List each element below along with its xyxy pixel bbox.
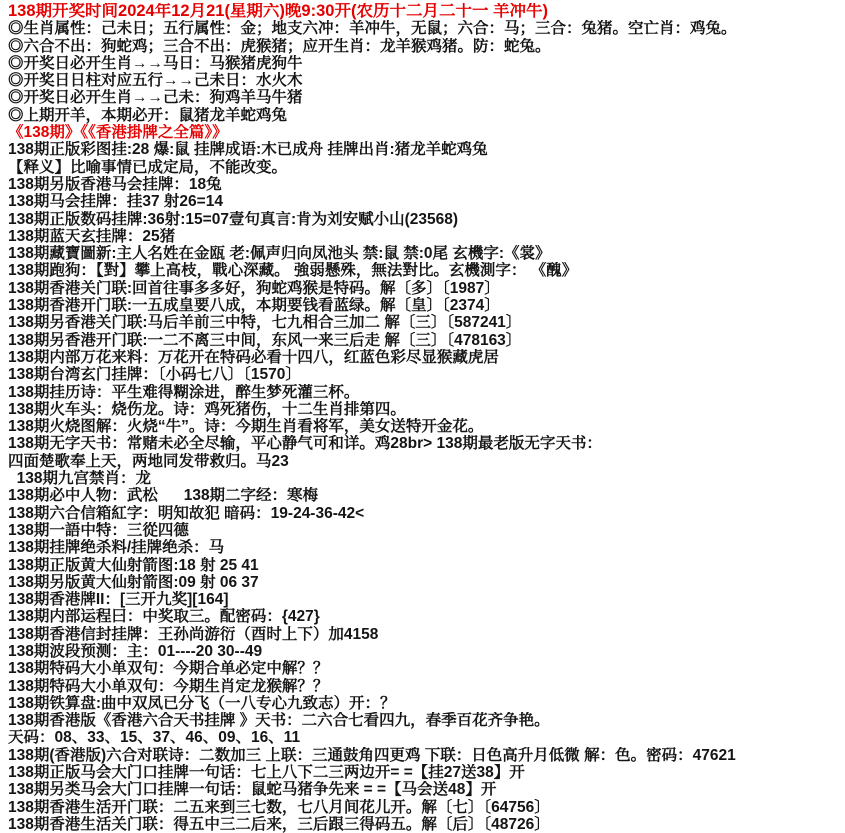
tip-line: 138期另香港关门联:马后羊前三中特，七九相合三加二 解〔三〕〔587241〕 (8, 314, 522, 332)
tip-line: 138期九宫禁肖：龙 (8, 470, 151, 488)
tip-line: 138期香港信封挂牌：王孙尚游衍（酉时上下）加4158 (8, 625, 379, 643)
tip-line: 138期香港生活关门联：得五中三二后来，三后跟三得码五。解〔后〕〔48726〕 (8, 815, 550, 833)
tip-line: 138期(香港版)六合对联诗：二数加三 上联：三通鼓角四更鸡 下联：日色高升月低微 解：色。密码：47621 (8, 746, 736, 764)
tip-line: 138期无字天书：常赌未必全尽输，平心静气可和详。鸡28br> 138期最老版无字天书： (8, 435, 602, 453)
tip-line: 138期跑狗：【對】攀上高枝，戰心深藏。 強弱懸殊，無法對比。玄機測字： 《醜》 (8, 262, 578, 280)
tip-line: 138期蓝天玄挂牌：25猪 (8, 227, 176, 245)
tip-line: 138期内部万花来料：万花开在特码必看十四八，红蓝色彩尽显猴藏虎居 (8, 348, 499, 366)
tip-line: 138期火烧图解：火烧“牛”。诗：今期生肖看将军，美女送特开金花。 (8, 418, 484, 436)
tip-line: 四面楚歌奉上天，两地同发带救归。马23 (8, 452, 289, 470)
tip-line: 138期另版黄大仙射箭图:09 射 06 37 (8, 573, 259, 591)
tip-line: ◎生肖属性：己未日；五行属性：金；地支六冲：羊冲牛，无鼠；六合：马；三合：兔猪。空亡肖：鸡兔。 (8, 20, 737, 38)
tip-line: 138期挂牌绝杀料/挂牌绝杀：马 (8, 539, 225, 557)
tip-line: ◎开奖日必开生肖→→马日：马猴猪虎狗牛 (8, 54, 303, 72)
tip-line: ◎上期开羊，本期必开：鼠猪龙羊蛇鸡兔 (8, 106, 288, 124)
tip-line: 《138期》《《香港掛牌之全篇》》 (8, 124, 228, 142)
tip-line: ◎开奖日日柱对应五行→→己未日：水火木 (8, 72, 303, 90)
tip-line: 138期台湾玄门挂牌：〔小码七八〕〔1570〕 (8, 366, 301, 384)
tip-line: 138期挂历诗：平生难得糊涂进，醉生梦死灌三杯。 (8, 383, 360, 401)
tip-line: 138期香港牌II：[三开九奖][164] (8, 591, 229, 609)
tip-line: 138期香港开门联:一五成皇要八成，本期要钱看蓝绿。解〔皇〕〔2374〕 (8, 297, 500, 315)
tip-line: 138期正版彩图挂:28 爆:鼠 挂牌成语:木已成舟 挂牌出肖:猪龙羊蛇鸡兔 (8, 141, 488, 159)
tip-line: 138期另香港开门联:一二不离三中间，东风一来三后走 解〔三〕〔478163〕 (8, 331, 522, 349)
tip-line: 138期内部运程曰：中奖取三。配密码：{427} (8, 608, 320, 626)
tip-line: ◎开奖日必开生肖→→己未：狗鸡羊马牛猪 (8, 89, 303, 107)
tip-line: 【释义】比喻事情已成定局，不能改变。 (8, 158, 288, 176)
tip-line: 天码：08、33、15、37、46、09、16、11 (8, 729, 301, 747)
tip-line: 138期一語中特：三從四德 (8, 521, 189, 539)
tip-line: 138期铁算盘:曲中双凤已分飞（一八专心九致志）开：？ (8, 694, 396, 712)
tip-line: 138期波段预测：主：01----20 30--49 (8, 642, 263, 660)
tip-line: 138期藏寶圖新:主人名姓在金瓯 老:佩声归向凤池头 禁:鼠 禁:0尾 玄機字:《裳》 (8, 245, 551, 263)
tip-line: 138期另版香港马会挂牌：18兔 (8, 175, 222, 193)
tip-line: 138期香港关门联:回首往事多多好，狗蛇鸡猴是特码。解〔多〕〔1987〕 (8, 279, 500, 297)
tip-line: 138期必中人物：武松 138期二字经：寒梅 (8, 487, 319, 505)
tip-line: 138期马会挂牌：挂37 射26=14 (8, 193, 223, 211)
tip-line: 138期特码大小单双句：今期生肖定龙猴解？？ (8, 677, 329, 695)
tip-line: 138期正版黄大仙射箭图:18 射 25 41 (8, 556, 259, 574)
tip-line: 138期香港版《香港六合天书挂牌 》天书：二六合七看四九，春季百花齐争艳。 (8, 712, 550, 730)
tip-line: 138期正版数码挂牌:36射:15=07壹句真言:肯为刘安赋小山(23568) (8, 210, 459, 228)
tip-line: 138期火车头：烧伤龙。诗：鸡死猪伤，十二生肖排第四。 (8, 400, 406, 418)
tip-line: 138期正版马会大门口挂牌一句话：七上八下二三两边开= =【挂27送38】开 (8, 764, 525, 782)
tip-line: 138期六合信箱紅字：明知故犯 暗码：19-24-36-42< (8, 504, 365, 522)
draw-time-header: 138期开奖时间2024年12月21(星期六)晚9:30开(农历十二月二十一 羊冲牛) (8, 3, 549, 20)
tip-line: 138期特码大小单双句：今期合单必定中解？？ (8, 660, 329, 678)
tip-line: ◎六合不出：狗蛇鸡；三合不出：虎猴猪；应开生肖：龙羊猴鸡猪。防：蛇兔。 (8, 37, 551, 55)
tip-line: 138期另类马会大门口挂牌一句话：鼠蛇马猪争先来 = =【马会送48】开 (8, 781, 497, 799)
tip-line: 138期香港生活开门联：二五来到三七数，七八月间花儿开。解〔七〕〔64756〕 (8, 798, 550, 816)
